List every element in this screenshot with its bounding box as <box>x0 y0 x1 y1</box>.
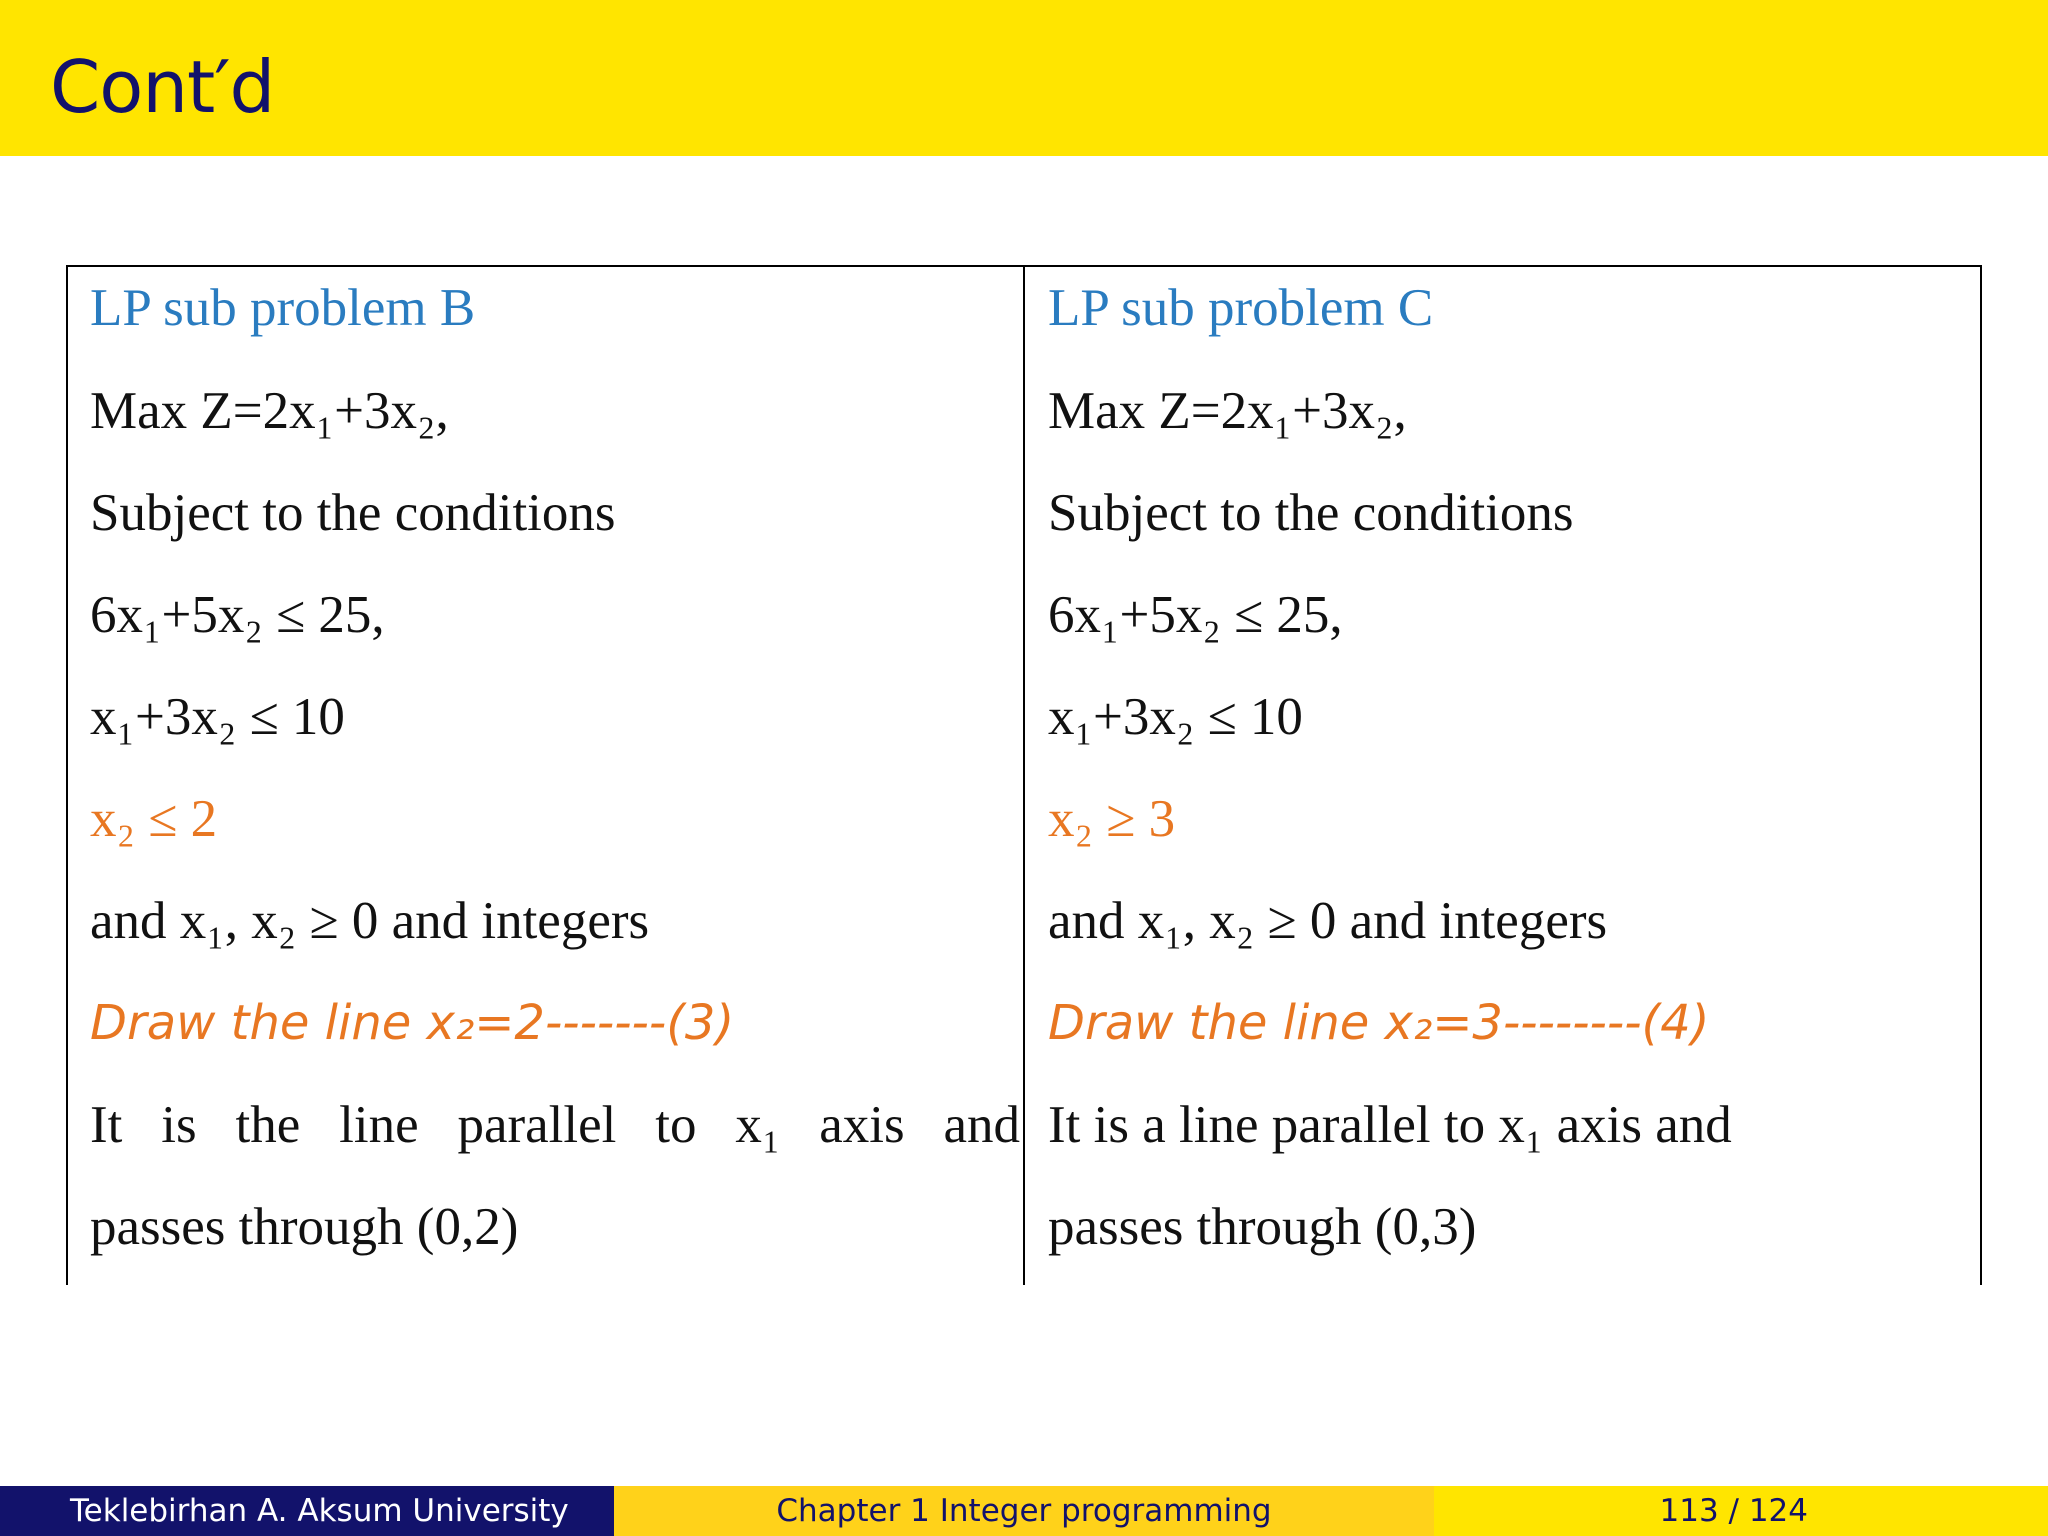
subproblem-b-draw-line: Draw the line x₂=2-------(3) <box>90 995 735 1051</box>
slide-title: Cont′d <box>50 45 275 129</box>
subproblem-b-constraint-2: x₁+3x₂ ≤ 10 <box>90 688 345 746</box>
subproblem-c-draw-line: Draw the line x₂=3--------(4) <box>1048 995 1710 1051</box>
subproblem-c-objective: Max Z=2x₁+3x₂, <box>1048 382 1407 440</box>
subproblem-c-description-1: It is a line parallel to x₁ axis and <box>1048 1096 1732 1154</box>
subproblem-c-constraint-1: 6x₁+5x₂ ≤ 25, <box>1048 586 1343 644</box>
subproblem-c-nonnegativity: and x₁, x₂ ≥ 0 and integers <box>1048 892 1608 950</box>
column-divider <box>1023 267 1025 1285</box>
subproblem-b-branch-constraint: x₂ ≤ 2 <box>90 790 218 848</box>
subproblem-c-description-2: passes through (0,3) <box>1048 1198 1477 1256</box>
subproblem-b-objective: Max Z=2x₁+3x₂, <box>90 382 449 440</box>
subproblem-table <box>66 265 1982 1285</box>
subproblem-c-heading: LP sub problem C <box>1048 279 1434 337</box>
subproblem-b-description-1: It is the line parallel to x₁ axis and <box>90 1096 1020 1154</box>
subproblem-c-branch-constraint: x₂ ≥ 3 <box>1048 790 1176 848</box>
footer-page-number: 113 / 124 <box>1434 1486 2048 1536</box>
subproblem-b-nonnegativity: and x₁, x₂ ≥ 0 and integers <box>90 892 650 950</box>
subproblem-b-constraint-1: 6x₁+5x₂ ≤ 25, <box>90 586 385 644</box>
subproblem-c-subject: Subject to the conditions <box>1048 484 1574 542</box>
footer-author: Teklebirhan A. Aksum University <box>0 1486 614 1536</box>
subproblem-b-heading: LP sub problem B <box>90 279 476 337</box>
footer-chapter: Chapter 1 Integer programming <box>614 1486 1434 1536</box>
slide-footer <box>0 1486 2048 1536</box>
subproblem-b-subject: Subject to the conditions <box>90 484 616 542</box>
subproblem-c-constraint-2: x₁+3x₂ ≤ 10 <box>1048 688 1303 746</box>
subproblem-b-description-2: passes through (0,2) <box>90 1198 519 1256</box>
slide-header <box>0 0 2048 156</box>
